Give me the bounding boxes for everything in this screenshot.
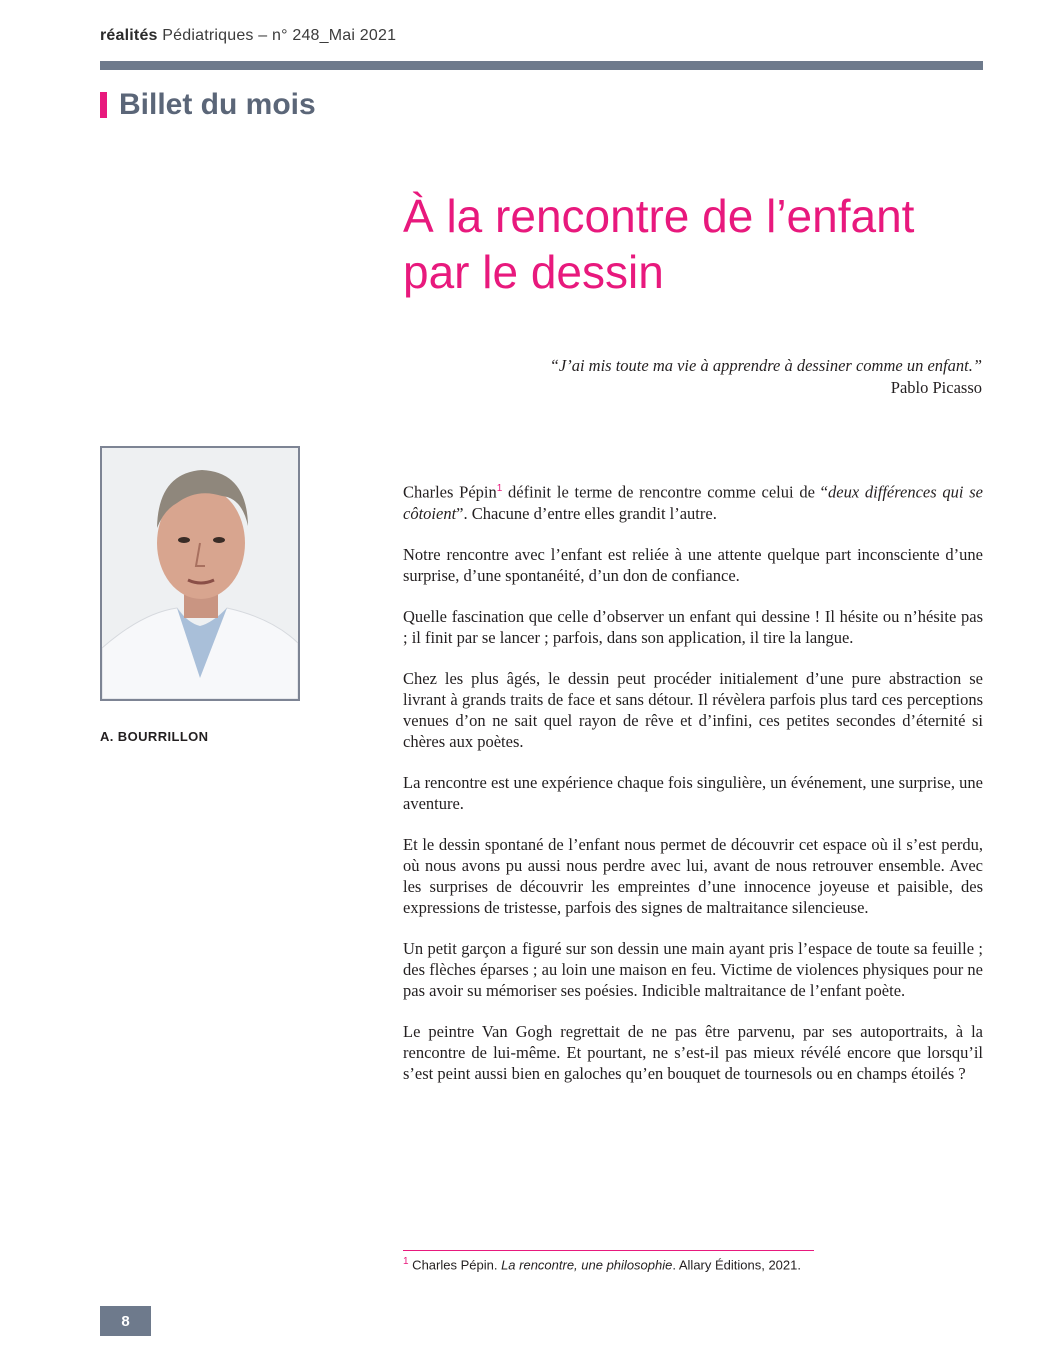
footnote-rule <box>403 1250 814 1251</box>
portrait-illustration <box>102 448 298 699</box>
epigraph <box>550 355 982 399</box>
author-name: A. BOURRILLON <box>100 729 209 744</box>
page-number: 8 <box>100 1306 151 1336</box>
footnote-number: 1 <box>403 1256 409 1267</box>
paragraph-5: La rencontre est une expérience chaque fois singulière, un événement, une surprise, une aventure. <box>403 772 983 813</box>
header-rule <box>100 61 983 70</box>
footnote-ref: 1 <box>496 483 503 494</box>
paragraph-4: Chez les plus âgés, le dessin peut procéder initialement d’une pure abstraction se livrant à grands traits de face et sans détour. Il révèlera parfois plus tard ces perceptions venues d’on ne sait quel rayon de rêve et d’infini, ces petites secondes d’éternité si chères aux poètes. <box>403 668 983 751</box>
title-line-2: par le dessin <box>403 246 664 298</box>
section-rubric <box>100 88 316 122</box>
rubric-marker <box>100 92 107 118</box>
title-line-1: À la rencontre de l’enfant <box>403 190 915 242</box>
journal-brand: réalités <box>100 27 158 44</box>
epigraph-quote: “J’ai mis toute ma vie à apprendre à dessiner comme un enfant.” <box>549 356 982 375</box>
paragraph-8: Le peintre Van Gogh regrettait de ne pas être parvenu, par ses autoportraits, à la rencontre de lui-même. Et pourtant, ne s’est-il pas mieux révélé encore que lorsqu’il s’est peint aussi bien en galoches qu’en bouquet de tournesols ou en champs étoilés ? <box>403 1021 983 1083</box>
journal-issue: Pédiatriques – n° 248_Mai 2021 <box>157 27 397 44</box>
rubric-label: Billet du mois <box>119 88 316 121</box>
epigraph-attribution: Pablo Picasso <box>890 378 982 397</box>
paragraph-3: Quelle fascination que celle d’observer un enfant qui dessine ! Il hésite ou n’hésite pas ; il finit par se lancer ; parfois, dans son application, il tire la langue. <box>403 606 983 647</box>
author-photo <box>100 446 300 701</box>
paragraph-2: Notre rencontre avec l’enfant est reliée à une attente quelque part inconsciente d’une surprise, d’une spontanéité, d’un don de confiance. <box>403 544 983 585</box>
article-title <box>403 188 1003 300</box>
paragraph-7: Un petit garçon a figuré sur son dessin une main ayant pris l’espace de toute sa feuille ; des flèches éparses ; au loin une maison en feu. Victime de violences physiques pour ne pas avoir su mémoriser ses poésies. Indicible maltraitance de l’enfant poète. <box>403 938 983 1000</box>
paragraph-1: Charles Pépin$^1$ définit le terme de rencontre comme celui de “deux différences qui se côtoient”. Chacune d’entre elles grandit l’autre. <box>403 482 983 523</box>
paragraph-6: Et le dessin spontané de l’enfant nous permet de découvrir cet espace où il s’est perdu, où nous avons pu aussi nous perdre avec lui, avant de nous retrouver ensemble. Avec les surprises de découvrir les empreintes d’une innocence joyeuse et paisible, des expressions de tristesse, parfois des signes de maltraitance silencieuse. <box>403 834 983 917</box>
running-header <box>100 27 396 45</box>
article-body <box>403 478 983 1104</box>
footnote: $^1$ Charles Pépin. La rencontre, une philosophie. Allary Éditions, 2021. <box>403 1256 801 1273</box>
